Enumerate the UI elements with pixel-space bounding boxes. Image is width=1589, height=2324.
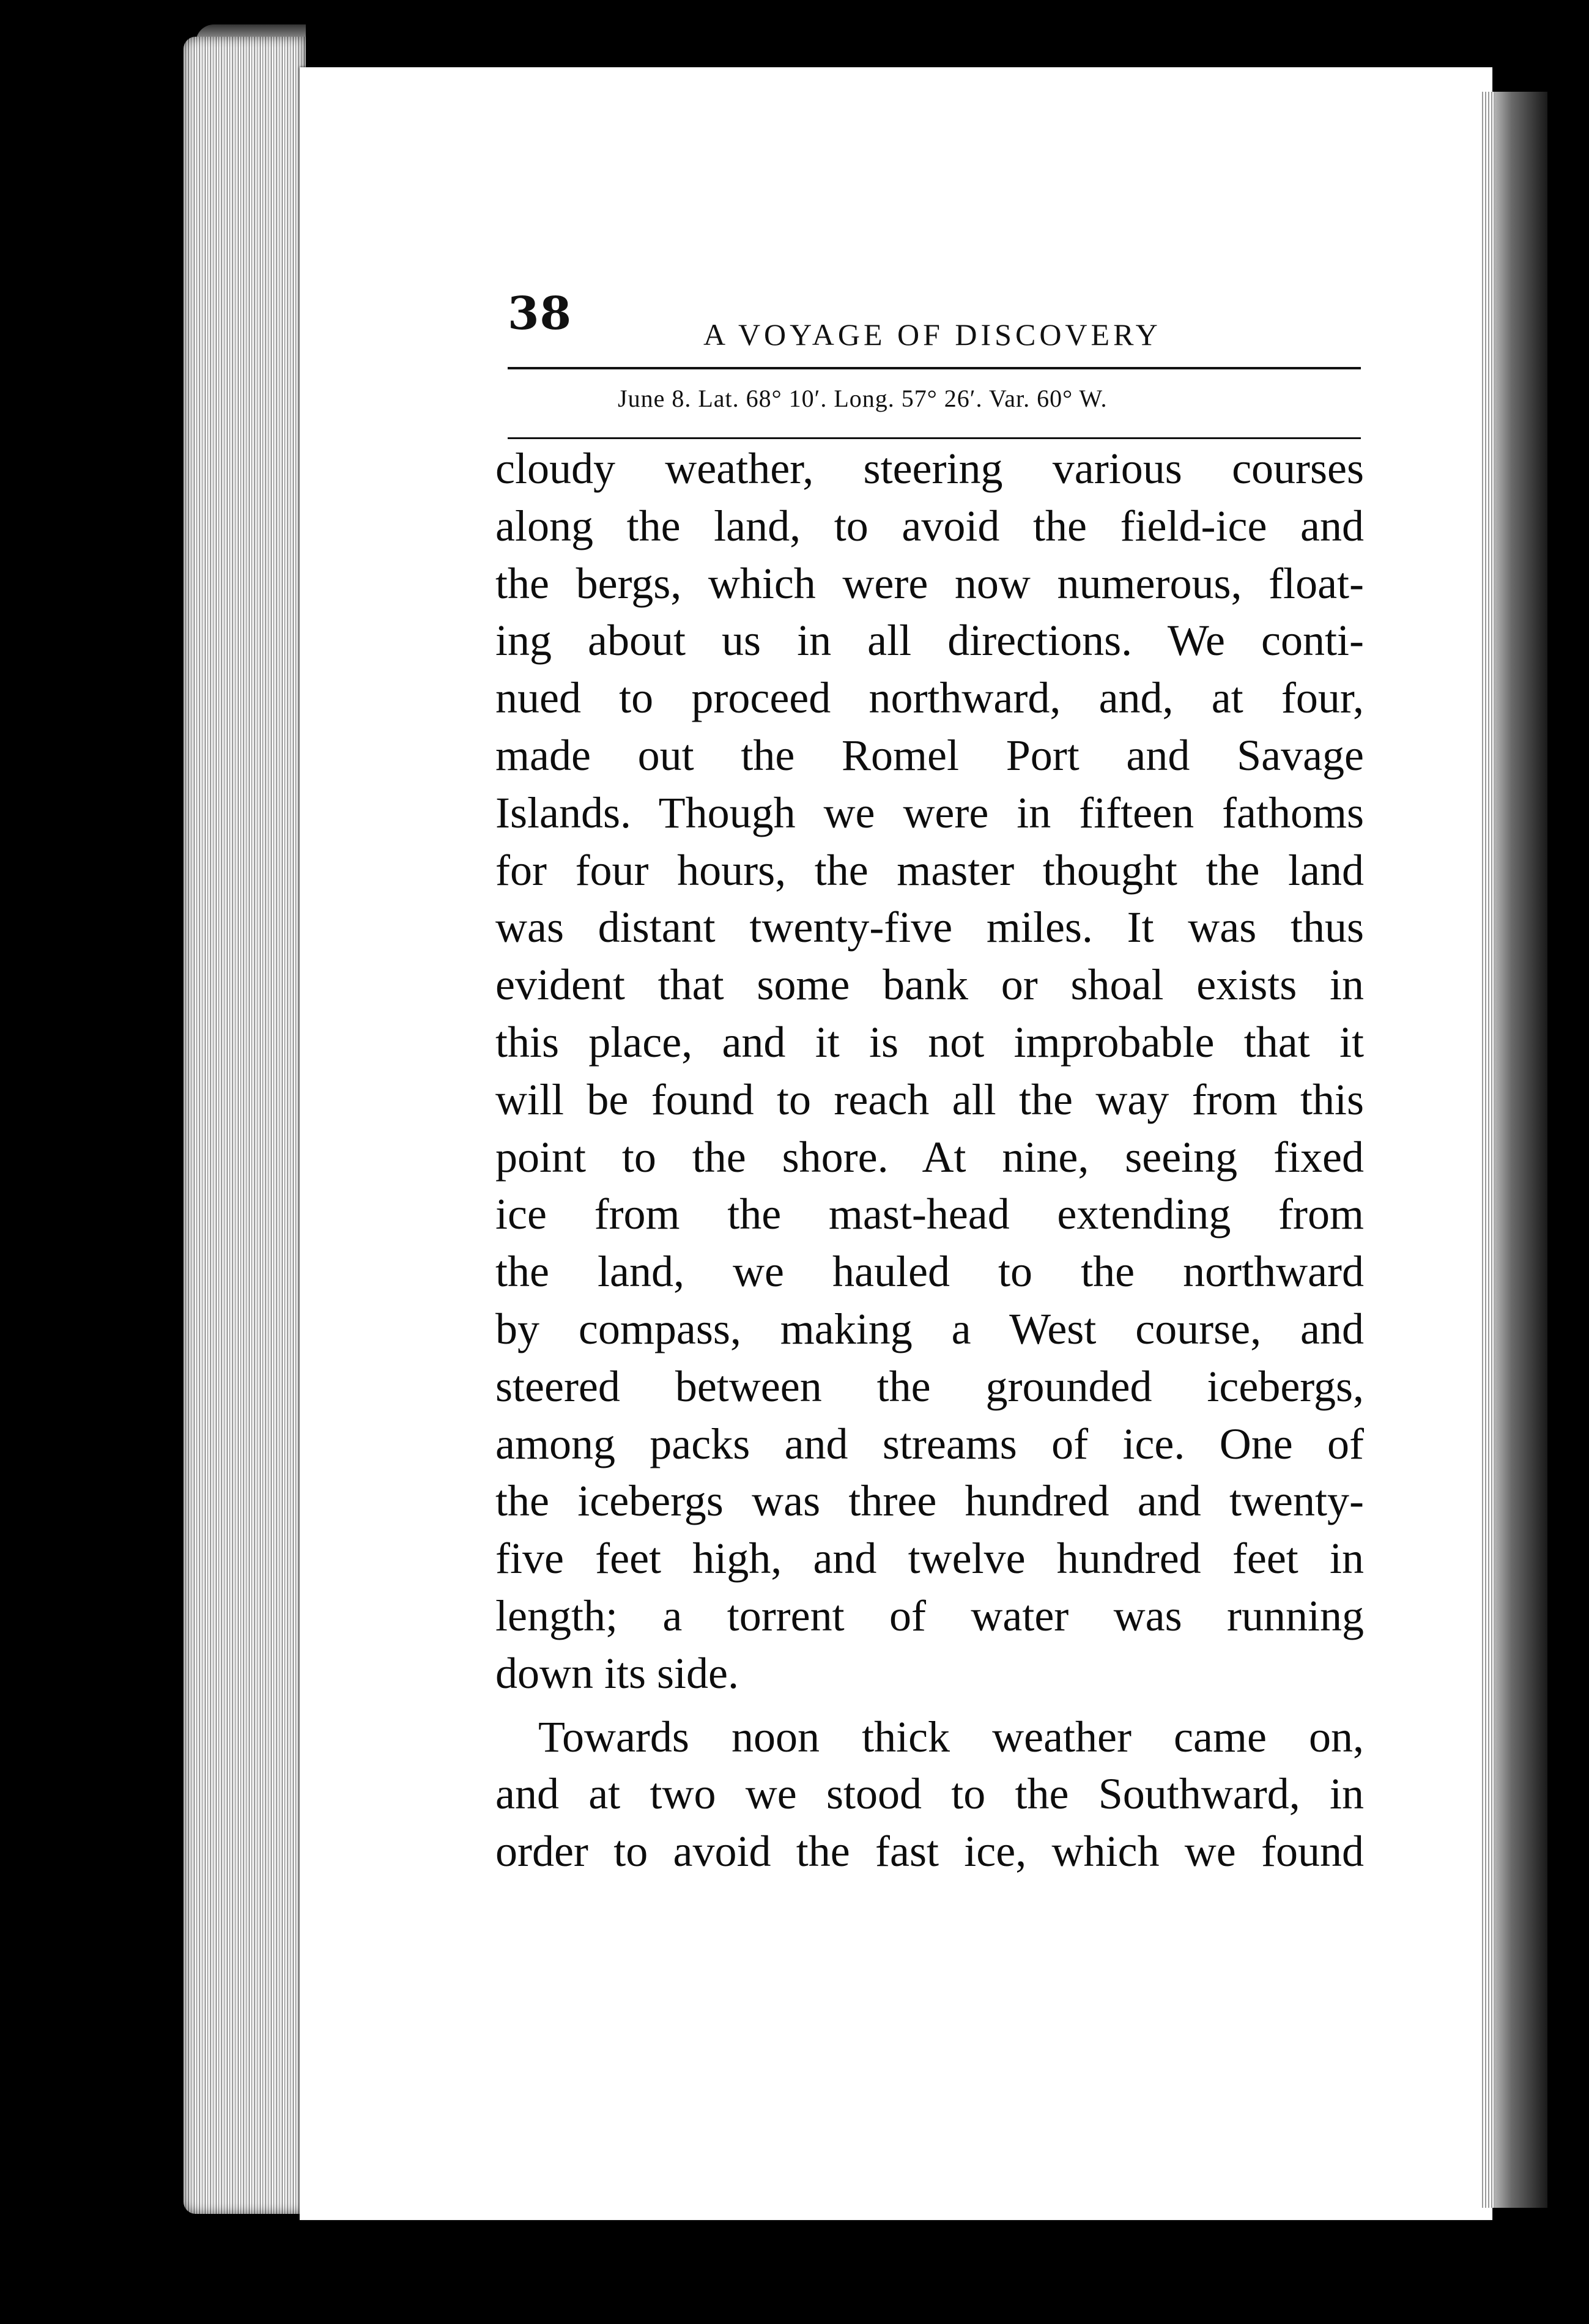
text-line: Islands. Though we were in fifteen fathoms	[495, 788, 1364, 837]
text-line: Towards noon thick weather came on,	[538, 1712, 1364, 1761]
head-rule-top	[508, 367, 1361, 369]
text-line: nued to proceed northward, and, at four,	[495, 673, 1364, 723]
text-line: was distant twenty-five miles. It was thus	[495, 903, 1364, 952]
running-title: A VOYAGE OF DISCOVERY	[703, 317, 1161, 352]
text-line: ing about us in all directions. We conti-	[495, 616, 1364, 665]
position-note: June 8. Lat. 68° 10′. Long. 57° 26′. Var. 60° W.	[618, 385, 1108, 412]
head-rule-bottom	[508, 437, 1361, 439]
text-line: made out the Romel Port and Savage	[495, 730, 1364, 780]
book-fore-edge	[183, 37, 306, 2214]
text-line: along the land, to avoid the field-ice and	[495, 501, 1364, 550]
text-line: steered between the grounded icebergs,	[495, 1361, 1364, 1411]
text-line: evident that some bank or shoal exists in	[495, 960, 1364, 1010]
text-line: the bergs, which were now numerous, float-	[495, 558, 1364, 608]
facing-page-shadow	[1492, 92, 1547, 2208]
text-line: the icebergs was three hundred and twenty-	[495, 1476, 1364, 1526]
text-line: down its side.	[495, 1648, 739, 1698]
text-line: among packs and streams of ice. One of	[495, 1419, 1364, 1468]
text-line: by compass, making a West course, and	[495, 1304, 1364, 1353]
text-line: ice from the mast-head extending from	[495, 1190, 1364, 1239]
body-text	[495, 440, 1364, 1881]
running-head	[508, 287, 1364, 361]
text-line: order to avoid the fast ice, which we found	[495, 1827, 1364, 1876]
paragraph-gap	[495, 1703, 1364, 1709]
paragraph-1	[495, 440, 1364, 1703]
text-line: the land, we hauled to the northward	[495, 1247, 1364, 1297]
text-line: will be found to reach all the way from this	[495, 1075, 1364, 1124]
text-line: this place, and it is not improbable that it	[495, 1017, 1364, 1067]
text-line: for four hours, the master thought the land	[495, 845, 1364, 895]
text-line: and at two we stood to the Southward, in	[495, 1769, 1364, 1819]
paragraph-2	[495, 1709, 1364, 1881]
text-line: length; a torrent of water was running	[495, 1591, 1364, 1640]
text-line: point to the shore. At nine, seeing fixed	[495, 1132, 1364, 1182]
text-line: five feet high, and twelve hundred feet in	[495, 1534, 1364, 1583]
text-line: cloudy weather, steering various courses	[495, 444, 1364, 493]
right-page-edge	[1480, 92, 1494, 2208]
page-number: 38	[508, 287, 572, 340]
